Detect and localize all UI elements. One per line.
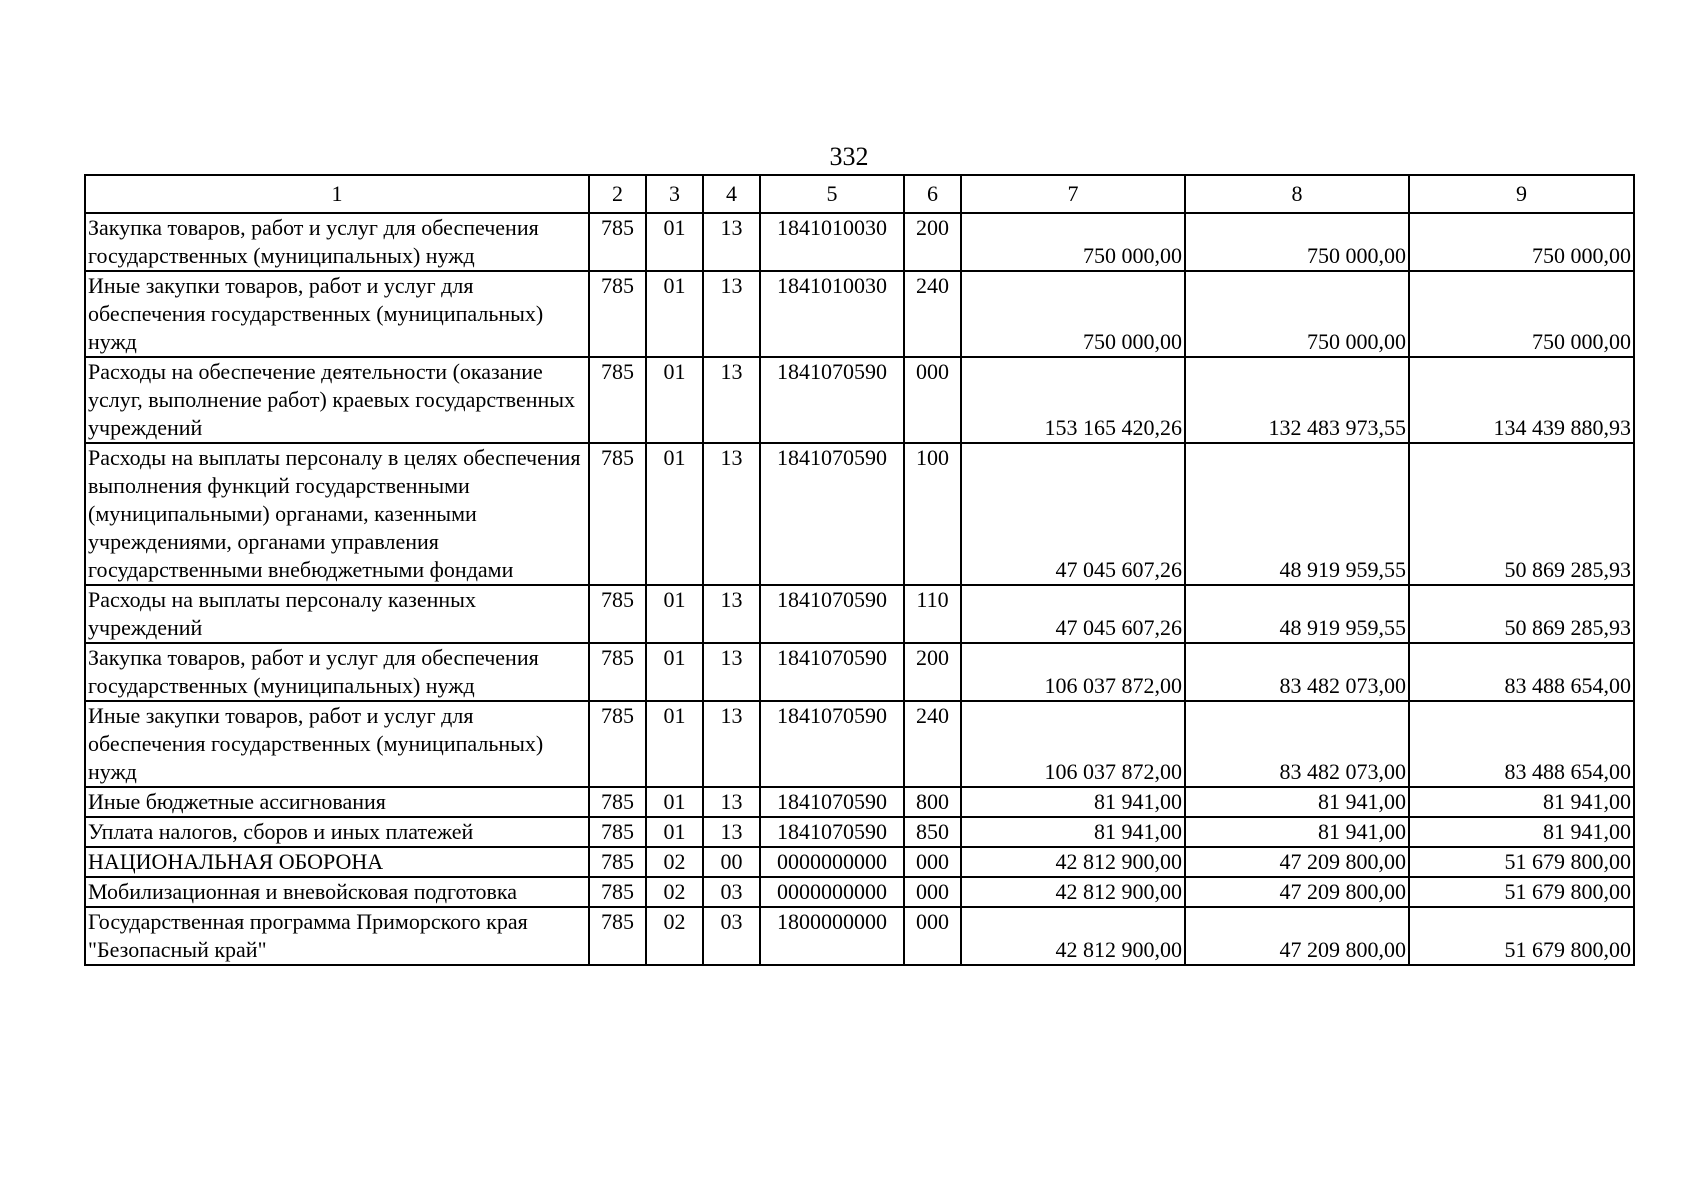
cell-code: 785 (589, 585, 646, 643)
cell-section: 01 (646, 585, 703, 643)
cell-expense-type: 850 (904, 817, 961, 847)
column-header: 2 (589, 175, 646, 213)
cell-amount-col9: 51 679 800,00 (1409, 847, 1634, 877)
cell-amount-col9: 50 869 285,93 (1409, 443, 1634, 585)
row-name: Закупка товаров, работ и услуг для обеспечения государственных (муниципальных) нужд (85, 213, 589, 271)
page-number: 332 (829, 142, 869, 171)
cell-amount-col9: 134 439 880,93 (1409, 357, 1634, 443)
row-name: Государственная программа Приморского края "Безопасный край" (85, 907, 589, 965)
cell-amount-col9: 83 488 654,00 (1409, 643, 1634, 701)
cell-amount-col8: 750 000,00 (1185, 271, 1409, 357)
cell-expense-type: 110 (904, 585, 961, 643)
cell-amount-col7: 81 941,00 (961, 787, 1185, 817)
table-row (85, 787, 1634, 817)
cell-expense-type: 800 (904, 787, 961, 817)
cell-target-article: 1841070590 (760, 357, 904, 443)
cell-code: 785 (589, 271, 646, 357)
cell-code: 785 (589, 817, 646, 847)
cell-target-article: 1800000000 (760, 907, 904, 965)
cell-expense-type: 100 (904, 443, 961, 585)
cell-amount-col8: 83 482 073,00 (1185, 643, 1409, 701)
column-header: 5 (760, 175, 904, 213)
cell-expense-type: 000 (904, 907, 961, 965)
cell-code: 785 (589, 787, 646, 817)
cell-amount-col7: 42 812 900,00 (961, 907, 1185, 965)
table-row (85, 357, 1634, 443)
cell-amount-col7: 106 037 872,00 (961, 701, 1185, 787)
cell-amount-col7: 47 045 607,26 (961, 443, 1185, 585)
cell-code: 785 (589, 877, 646, 907)
cell-expense-type: 000 (904, 877, 961, 907)
cell-target-article: 1841070590 (760, 787, 904, 817)
cell-subsection: 00 (703, 847, 760, 877)
cell-amount-col8: 47 209 800,00 (1185, 907, 1409, 965)
cell-code: 785 (589, 643, 646, 701)
cell-code: 785 (589, 443, 646, 585)
cell-subsection: 03 (703, 877, 760, 907)
cell-section: 01 (646, 643, 703, 701)
cell-expense-type: 240 (904, 271, 961, 357)
cell-target-article: 1841070590 (760, 585, 904, 643)
cell-amount-col8: 48 919 959,55 (1185, 443, 1409, 585)
cell-subsection: 13 (703, 787, 760, 817)
cell-target-article: 1841070590 (760, 701, 904, 787)
cell-section: 01 (646, 443, 703, 585)
cell-amount-col9: 51 679 800,00 (1409, 877, 1634, 907)
cell-section: 01 (646, 787, 703, 817)
cell-amount-col7: 750 000,00 (961, 213, 1185, 271)
cell-subsection: 13 (703, 585, 760, 643)
row-name: Закупка товаров, работ и услуг для обеспечения государственных (муниципальных) нужд (85, 643, 589, 701)
cell-expense-type: 000 (904, 357, 961, 443)
cell-section: 01 (646, 701, 703, 787)
table-row (85, 585, 1634, 643)
cell-amount-col7: 81 941,00 (961, 817, 1185, 847)
cell-amount-col8: 47 209 800,00 (1185, 847, 1409, 877)
cell-amount-col8: 48 919 959,55 (1185, 585, 1409, 643)
cell-code: 785 (589, 357, 646, 443)
cell-amount-col8: 83 482 073,00 (1185, 701, 1409, 787)
table-row (85, 877, 1634, 907)
table-body (85, 213, 1634, 965)
cell-amount-col8: 750 000,00 (1185, 213, 1409, 271)
table-row (85, 701, 1634, 787)
cell-target-article: 1841010030 (760, 271, 904, 357)
cell-amount-col8: 81 941,00 (1185, 787, 1409, 817)
table-row (85, 817, 1634, 847)
cell-amount-col7: 42 812 900,00 (961, 877, 1185, 907)
row-name: Мобилизационная и вневойсковая подготовка (85, 877, 589, 907)
cell-subsection: 13 (703, 357, 760, 443)
cell-subsection: 13 (703, 271, 760, 357)
cell-expense-type: 200 (904, 213, 961, 271)
row-name: Расходы на выплаты персоналу казенных учреждений (85, 585, 589, 643)
cell-subsection: 13 (703, 443, 760, 585)
cell-target-article: 1841010030 (760, 213, 904, 271)
cell-amount-col9: 750 000,00 (1409, 213, 1634, 271)
cell-section: 02 (646, 907, 703, 965)
cell-subsection: 03 (703, 907, 760, 965)
cell-amount-col7: 47 045 607,26 (961, 585, 1185, 643)
table-row (85, 271, 1634, 357)
column-header: 8 (1185, 175, 1409, 213)
column-header: 6 (904, 175, 961, 213)
cell-section: 01 (646, 817, 703, 847)
cell-amount-col7: 106 037 872,00 (961, 643, 1185, 701)
row-name: Расходы на выплаты персоналу в целях обеспечения выполнения функций государственными (муниципальными) органами, казенными учреждениями, органами управления государственными внебюджетными фондами (85, 443, 589, 585)
table-row (85, 443, 1634, 585)
cell-amount-col8: 47 209 800,00 (1185, 877, 1409, 907)
row-name: Иные закупки товаров, работ и услуг для обеспечения государственных (муниципальных) нужд (85, 701, 589, 787)
cell-expense-type: 200 (904, 643, 961, 701)
row-name: Уплата налогов, сборов и иных платежей (85, 817, 589, 847)
cell-target-article: 0000000000 (760, 847, 904, 877)
cell-target-article: 1841070590 (760, 817, 904, 847)
cell-amount-col8: 81 941,00 (1185, 817, 1409, 847)
row-name: Иные бюджетные ассигнования (85, 787, 589, 817)
column-header: 7 (961, 175, 1185, 213)
cell-target-article: 1841070590 (760, 643, 904, 701)
cell-subsection: 13 (703, 643, 760, 701)
cell-expense-type: 240 (904, 701, 961, 787)
budget-table (84, 174, 1635, 966)
row-name: НАЦИОНАЛЬНАЯ ОБОРОНА (85, 847, 589, 877)
cell-amount-col9: 750 000,00 (1409, 271, 1634, 357)
cell-section: 01 (646, 271, 703, 357)
cell-code: 785 (589, 907, 646, 965)
column-header: 3 (646, 175, 703, 213)
cell-code: 785 (589, 701, 646, 787)
cell-amount-col8: 132 483 973,55 (1185, 357, 1409, 443)
cell-section: 01 (646, 357, 703, 443)
cell-amount-col9: 51 679 800,00 (1409, 907, 1634, 965)
column-header: 4 (703, 175, 760, 213)
cell-subsection: 13 (703, 213, 760, 271)
cell-target-article: 0000000000 (760, 877, 904, 907)
table-row (85, 847, 1634, 877)
table-row (85, 907, 1634, 965)
header-row (85, 175, 1634, 213)
table-row (85, 213, 1634, 271)
cell-amount-col7: 750 000,00 (961, 271, 1185, 357)
cell-subsection: 13 (703, 817, 760, 847)
cell-amount-col9: 81 941,00 (1409, 787, 1634, 817)
cell-amount-col7: 153 165 420,26 (961, 357, 1185, 443)
cell-amount-col9: 83 488 654,00 (1409, 701, 1634, 787)
column-header: 9 (1409, 175, 1634, 213)
cell-subsection: 13 (703, 701, 760, 787)
cell-target-article: 1841070590 (760, 443, 904, 585)
cell-amount-col7: 42 812 900,00 (961, 847, 1185, 877)
row-name: Иные закупки товаров, работ и услуг для обеспечения государственных (муниципальных) нужд (85, 271, 589, 357)
cell-section: 02 (646, 877, 703, 907)
cell-amount-col9: 81 941,00 (1409, 817, 1634, 847)
table-row (85, 643, 1634, 701)
cell-section: 02 (646, 847, 703, 877)
cell-section: 01 (646, 213, 703, 271)
cell-code: 785 (589, 847, 646, 877)
row-name: Расходы на обеспечение деятельности (оказание услуг, выполнение работ) краевых государственных учреждений (85, 357, 589, 443)
cell-code: 785 (589, 213, 646, 271)
cell-expense-type: 000 (904, 847, 961, 877)
cell-amount-col9: 50 869 285,93 (1409, 585, 1634, 643)
column-header: 1 (85, 175, 589, 213)
